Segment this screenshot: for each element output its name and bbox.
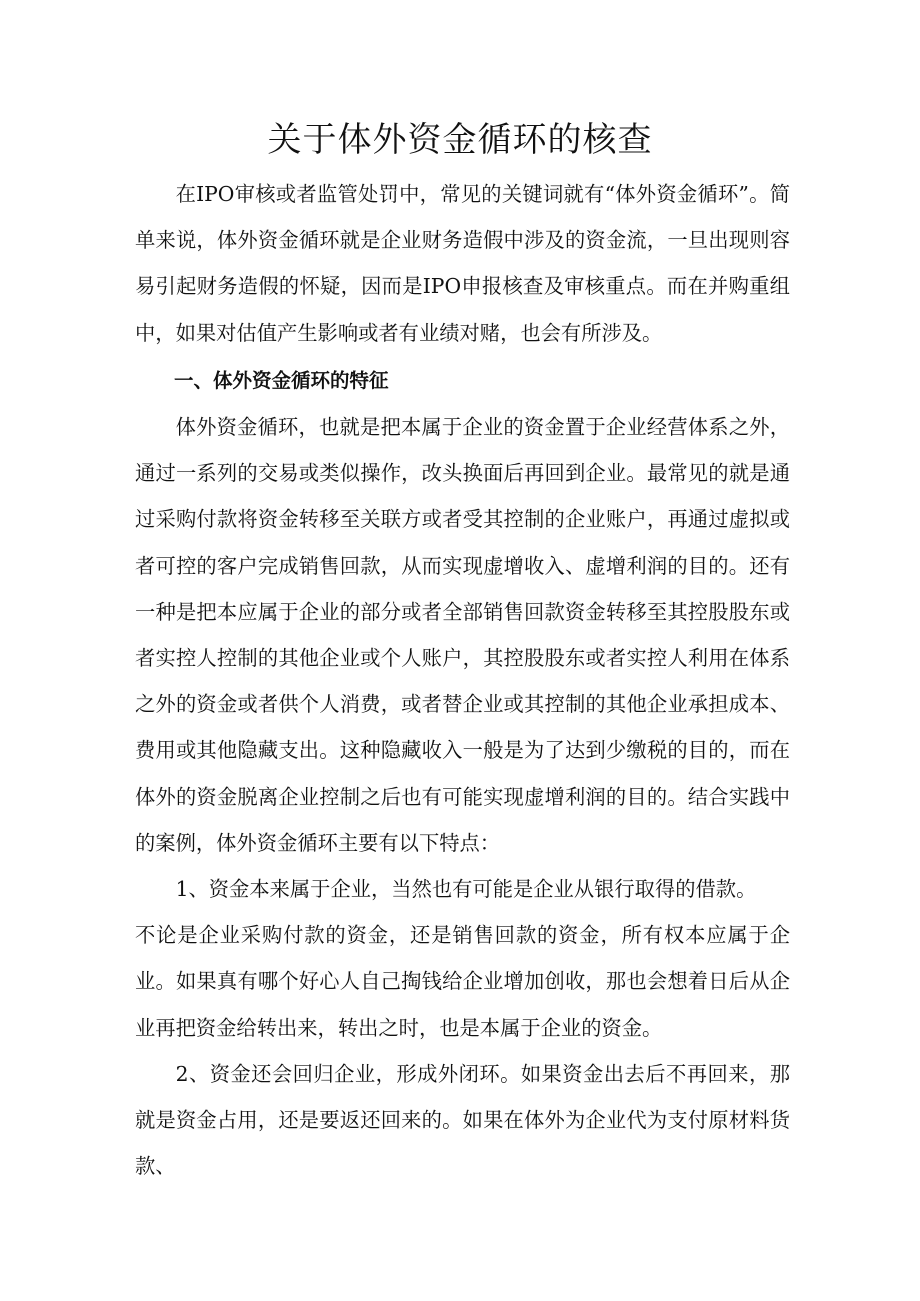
document-title: 关于体外资金循环的核查	[267, 120, 653, 160]
paragraph-point-2: 2、资金还会回归企业，形成外闭环。如果资金出去后不再回来，那就是资金占用，还是要返还回来的。如果在体外为企业代为支付原材料货款、	[135, 1061, 790, 1179]
paragraph-intro: 在IPO审核或者监管处罚中，常见的关键词就有“体外资金循环”。简单来说，体外资金循环就是企业财务造假中涉及的资金流，一旦出现则容易引起财务造假的怀疑，因而是IPO申报核查及审核重点。而在并购重组中，如果对估值产生影响或者有业绩对赌，也会有所涉及。	[135, 182, 790, 345]
paragraph-point-1-detail: 不论是企业采购付款的资金，还是销售回款的资金，所有权本应属于企业。如果真有哪个好心人自己掏钱给企业增加创收，那也会想着日后从企业再把资金给转出来，转出之时，也是本属于企业的资金。	[135, 923, 790, 1040]
paragraph-definition: 体外资金循环，也就是把本属于企业的资金置于企业经营体系之外，通过一系列的交易或类似操作，改头换面后再回到企业。最常见的就是通过采购付款将资金转移至关联方或者受其控制的企业账户，再通过虚拟或者可控的客户完成销售回款，从而实现虚增收入、虚增利润的目的。还有一种是把本应属于企业的部分或者全部销售回款资金转移至其控股股东或者实控人控制的其他企业或个人账户，其控股股东或者实控人利用在体系之外的资金或者供个人消费，或者替企业或其控制的其他企业承担成本、费用或其他隐藏支出。这种隐藏收入一般是为了达到少缴税的目的，而在体外的资金脱离企业控制之后也有可能实现虚增利润的目的。结合实践中的案例，体外资金循环主要有以下特点：	[135, 415, 790, 855]
section-heading-features: 一、体外资金循环的特征	[174, 368, 389, 392]
document-body	[135, 171, 790, 1189]
paragraph-point-1: 1、资金本来属于企业，当然也有可能是企业从银行取得的借款。	[175, 877, 757, 902]
